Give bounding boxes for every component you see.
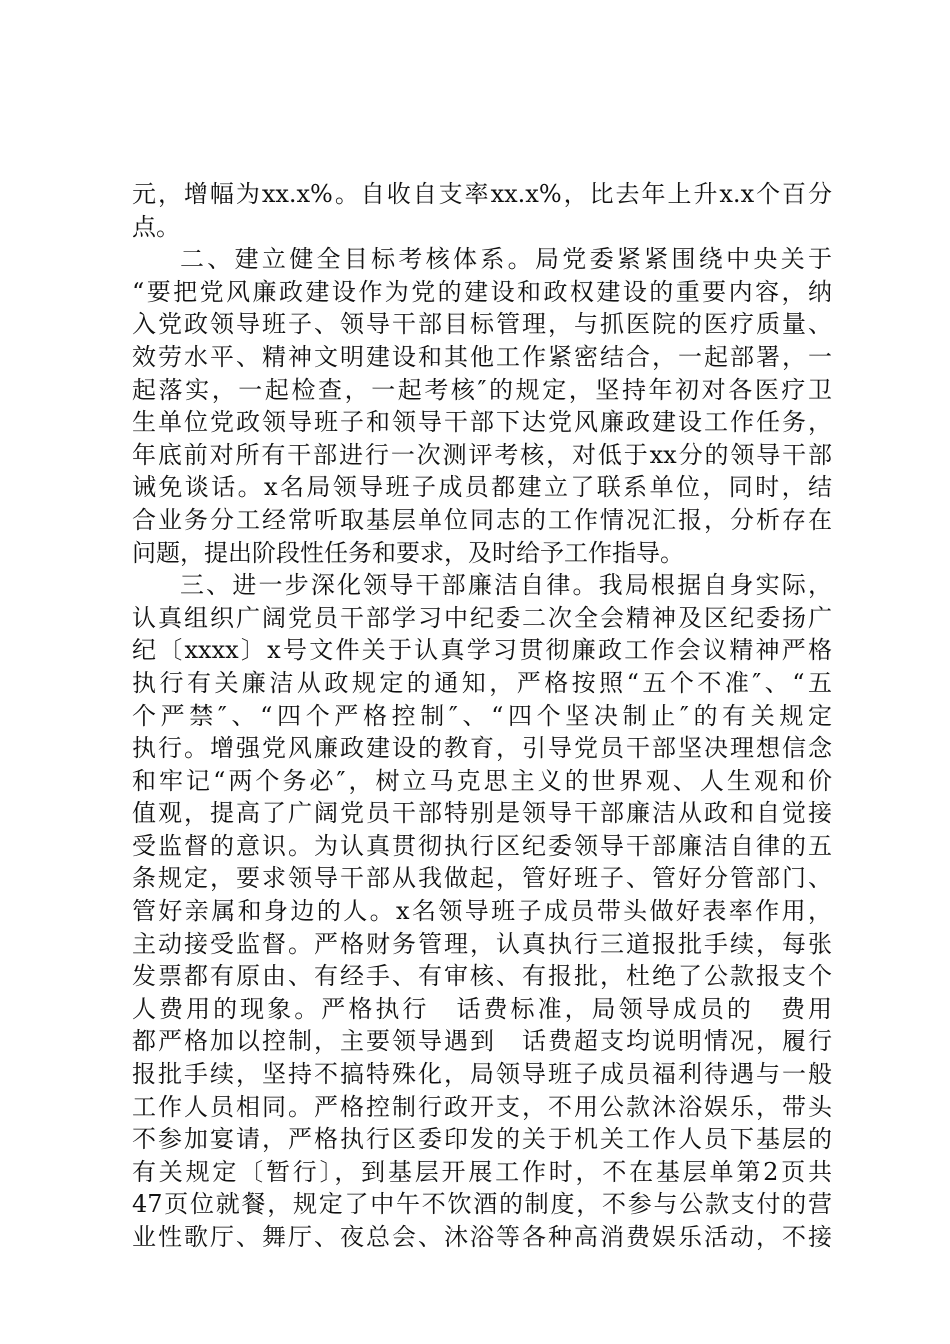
text-line: 年底前对所有干部进行一次测评考核，对低于xx分的领导干部 [132, 440, 832, 469]
text-line: 执行有关廉洁从政规定的通知，严格按照“五个不准″、“五 [132, 668, 832, 697]
text-line: 点。 [132, 212, 180, 241]
text-line: 受监督的意识。为认真贯彻执行区纪委领导干部廉洁自律的五 [132, 831, 832, 860]
text-line: 执行。增强党风廉政建设的教育，引导党员干部坚决理想信念 [132, 734, 832, 763]
text-line: 元，增幅为xx.x%。自收自支率xx.x%，比去年上升x.x个百分 [132, 180, 832, 208]
text-line: 二、建立健全目标考核体系。局党委紧紧围绕中央关于 [180, 245, 832, 274]
text-line: 管好亲属和身边的人。x名领导班子成员带头做好表率作用， [132, 897, 832, 926]
text-line: 合业务分工经常听取基层单位同志的工作情况汇报，分析存在 [132, 505, 832, 534]
text-line: 生单位党政领导班子和领导干部下达党风廉政建设工作任务， [132, 408, 832, 437]
text-line: 纪〔xxxx〕x号文件关于认真学习贯彻廉政工作会议精神严格 [132, 636, 832, 665]
text-line: 值观，提高了广阔党员干部特别是领导干部廉洁从政和自觉接 [132, 799, 832, 828]
text-line: “要把党风廉政建设作为党的建设和政权建设的重要内容，纳 [132, 277, 832, 306]
body-text [132, 178, 832, 1254]
text-line: 三、进一步深化领导干部廉洁自律。我局根据自身实际， [180, 571, 832, 600]
text-line: 有关规定〔暂行〕，到基层开展工作时，不在基层单第2页共 [132, 1157, 832, 1186]
text-line: 报批手续，坚持不搞特殊化，局领导班子成员福利待遇与一般 [132, 1060, 832, 1089]
text-line: 工作人员相同。严格控制行政开支，不用公款沐浴娱乐，带头 [132, 1092, 832, 1121]
text-line: 起落实，一起检查，一起考核″的规定，坚持年初对各医疗卫 [132, 375, 832, 404]
text-line: 问题，提出阶段性任务和要求，及时给予工作指导。 [132, 538, 684, 567]
text-line: 主动接受监督。严格财务管理，认真执行三道报批手续，每张 [132, 929, 832, 958]
text-line: 认真组织广阔党员干部学习中纪委二次全会精神及区纪委扬广 [132, 603, 832, 632]
text-line: 发票都有原由、有经手、有审核、有报批，杜绝了公款报支个 [132, 962, 832, 991]
text-line: 47页位就餐，规定了中午不饮酒的制度，不参与公款支付的营 [132, 1190, 832, 1219]
text-line: 入党政领导班子、领导干部目标管理，与抓医院的医疗质量、 [132, 310, 832, 339]
text-line: 和牢记“两个务必″，树立马克思主义的世界观、人生观和价 [132, 766, 832, 795]
text-line: 不参加宴请，严格执行区委印发的关于机关工作人员下基层的 [132, 1125, 832, 1154]
text-line: 条规定，要求领导干部从我做起，管好班子、管好分管部门、 [132, 864, 832, 893]
text-line: 个严禁″、“四个严格控制″、“四个坚决制止″的有关规定 [132, 701, 832, 730]
text-line: 都严格加以控制，主要领导遇到 话费超支均说明情况，履行 [132, 1027, 832, 1056]
text-line: 诫免谈话。x名局领导班子成员都建立了联系单位，同时，结 [132, 473, 832, 502]
text-line: 人费用的现象。严格执行 话费标准，局领导成员的 费用 [132, 994, 832, 1023]
text-line: 效劳水平、精神文明建设和其他工作紧密结合，一起部署，一 [132, 342, 832, 371]
text-line: 业性歌厅、舞厅、夜总会、沐浴等各种高消费娱乐活动，不接 [132, 1223, 832, 1251]
